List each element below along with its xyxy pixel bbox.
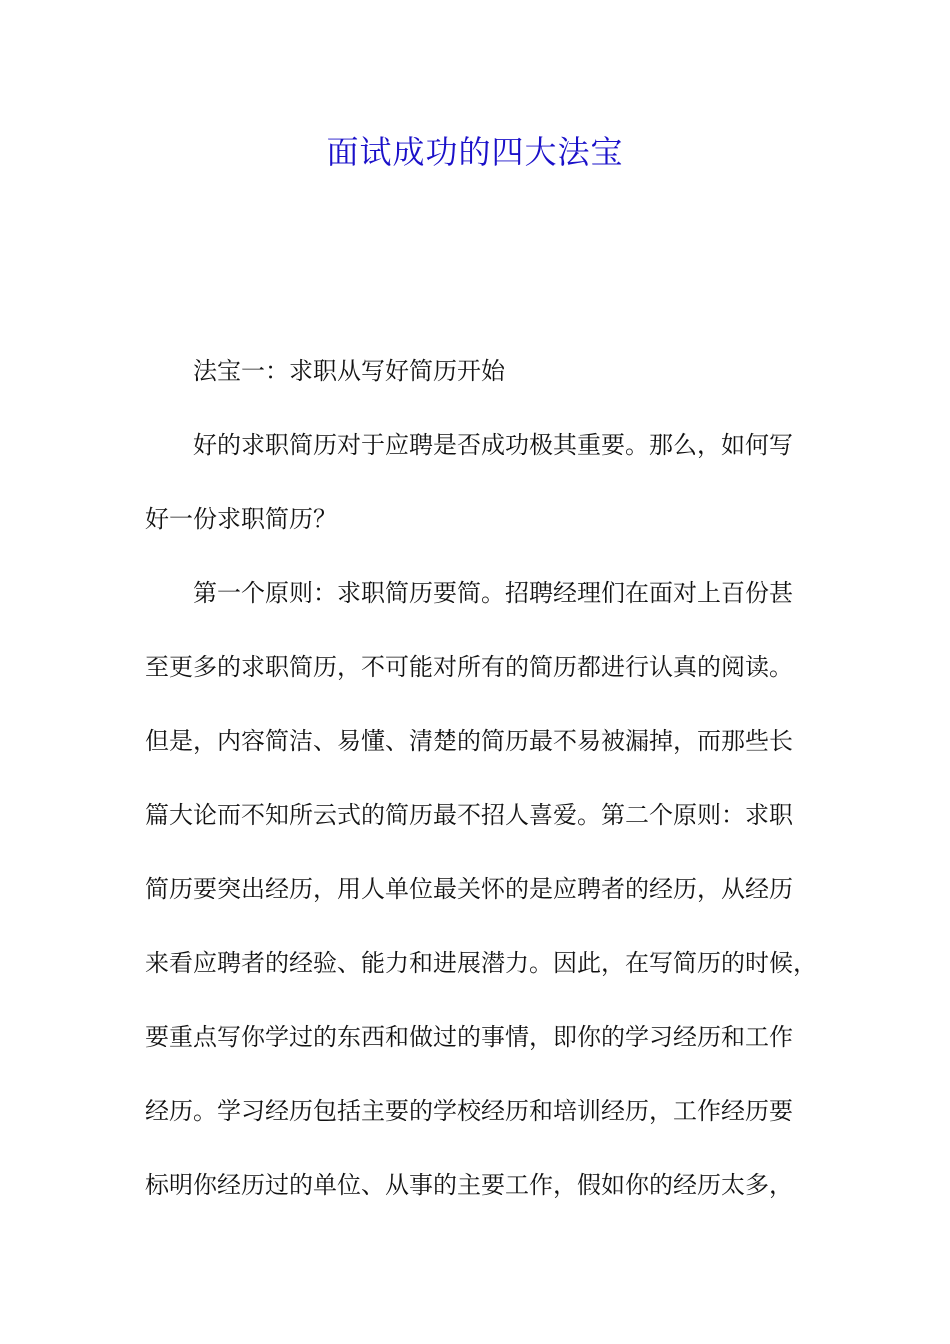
text-line: 好的求职简历对于应聘是否成功极其重要。那么，如何写 <box>193 431 793 459</box>
text-line: 但是，内容简洁、易懂、清楚的简历最不易被漏掉，而那些长 <box>145 727 793 755</box>
document-body <box>145 334 825 1222</box>
text-line: 标明你经历过的单位、从事的主要工作，假如你的经历太多， <box>145 1171 793 1199</box>
text-line: 法宝一：求职从写好简历开始 <box>193 357 505 385</box>
text-line: 篇大论而不知所云式的简历最不招人喜爱。第二个原则：求职 <box>145 801 793 829</box>
page-title: 面试成功的四大法宝 <box>326 133 624 171</box>
paragraph-principles <box>145 556 825 1222</box>
text-line: 要重点写你学过的东西和做过的事情，即你的学习经历和工作 <box>145 1023 793 1051</box>
text-line: 至更多的求职简历，不可能对所有的简历都进行认真的阅读。 <box>145 653 793 681</box>
text-line: 第一个原则：求职简历要简。招聘经理们在面对上百份甚 <box>193 579 793 607</box>
text-line: 经历。学习经历包括主要的学校经历和培训经历，工作经历要 <box>145 1097 793 1125</box>
text-line: 好一份求职简历？ <box>145 505 337 533</box>
text-line: 来看应聘者的经验、能力和进展潜力。因此，在写简历的时候， <box>145 949 817 977</box>
paragraph-heading-1 <box>145 334 825 408</box>
text-line: 简历要突出经历，用人单位最关怀的是应聘者的经历，从经历 <box>145 875 793 903</box>
paragraph-intro <box>145 408 825 556</box>
